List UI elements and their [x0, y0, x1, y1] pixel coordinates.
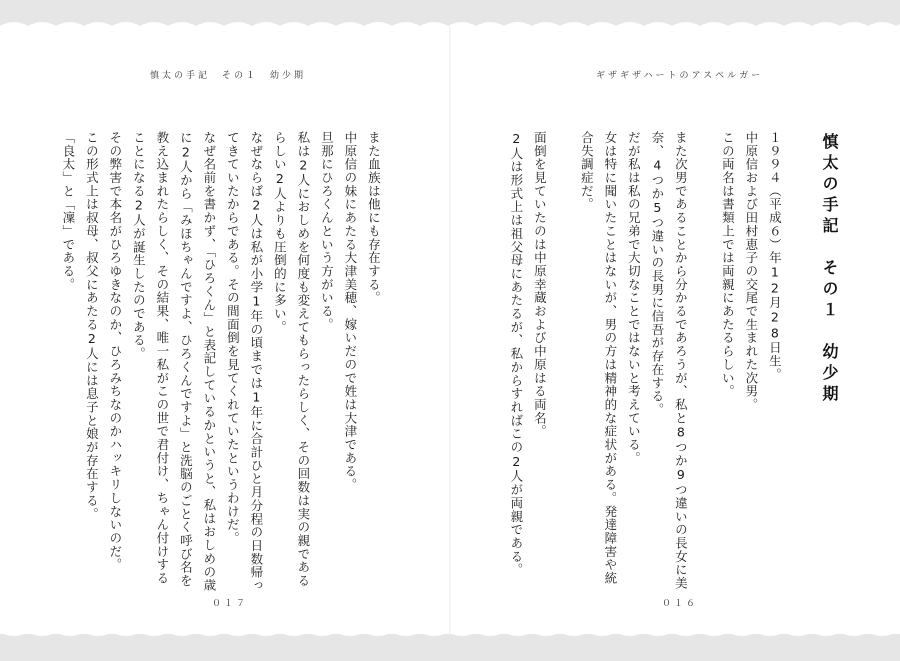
- right-page-number: ０１６: [662, 599, 699, 609]
- text-line: 2人は形式上は祖父母にあたるが、私からすればこの2人が両親である。: [508, 131, 524, 577]
- text-line: だが私は私の兄弟で大切なことではないと考えている。: [626, 131, 642, 465]
- text-line: 中原信および田村恵子の交尾で生まれた次男。: [743, 131, 759, 412]
- left-running-head: 慎太の手記 その１ 幼少期: [150, 71, 307, 81]
- text-line: 女は特に聞いたことはないが、男の方は精神的な症状がある。発達障害や統: [602, 131, 618, 585]
- text-line: 私は2人におしめを何度も変えてもらったらしく、その回数は実の親である: [295, 131, 311, 588]
- text-line: 奈、4つか5つ違いの長男に信吾が存在する。: [649, 131, 665, 417]
- text-line: 面倒を見ていたのは中原幸蔵および中原はる両名。: [532, 131, 548, 439]
- text-line: 教え込まれたらしく、その結果、唯一私がこの世で君付け、ちゃん付けする: [154, 131, 170, 585]
- text-line: てきていたからである。その間面倒を見てくれていたというわけだ。: [225, 131, 241, 545]
- text-line: この形式上は叔母、叔父にあたる2人には息子と娘が存在する。: [84, 131, 100, 521]
- text-line: １９９４（平成６）年12月28日生。: [767, 131, 783, 382]
- text-line: その弊害で本名がひろゆきなのか、ひろみちなのかハッキリしないのだ。: [107, 131, 123, 572]
- page-gutter: [449, 26, 451, 634]
- text-line: 中原信の妹にあたる大津美穂、嫁いだので姓は大津である。: [342, 131, 358, 492]
- text-line: に2人から「みほちゃんですよ、ひろくんですよ」と洗脳のごとく呼び名を: [178, 131, 194, 588]
- right-running-head: ギザギザハートのアスペルガー: [596, 71, 764, 81]
- left-page-number: ０１７: [212, 599, 249, 609]
- text-line: また血族は他にも存在する。: [366, 131, 382, 305]
- chapter-title: 慎太の手記 その１ 幼少期: [820, 133, 839, 406]
- text-line: 旦那にひろくんという方がいる。: [319, 131, 335, 332]
- text-line: なぜならば2人は私が小学1年の頃までは1年に合計ひと月分程の日数帰っ: [248, 131, 264, 593]
- text-line: ことになる2人が誕生したのである。: [131, 131, 147, 361]
- text-line: 合失調症だ。: [579, 131, 595, 212]
- text-line: らしい2人よりも圧倒的に多い。: [272, 131, 288, 334]
- text-line: なぜ名前を書かず、「ひろくん」と表記しているかというと、私はおしめの歳: [201, 131, 217, 592]
- text-line: 「良太」と「凜」である。: [60, 131, 76, 292]
- text-line: また次男であることから分かるであろうが、私と8つか9つ違いの長女に美: [673, 131, 689, 590]
- text-line: この両名は書類上では両親にあたるらしい。: [720, 131, 736, 398]
